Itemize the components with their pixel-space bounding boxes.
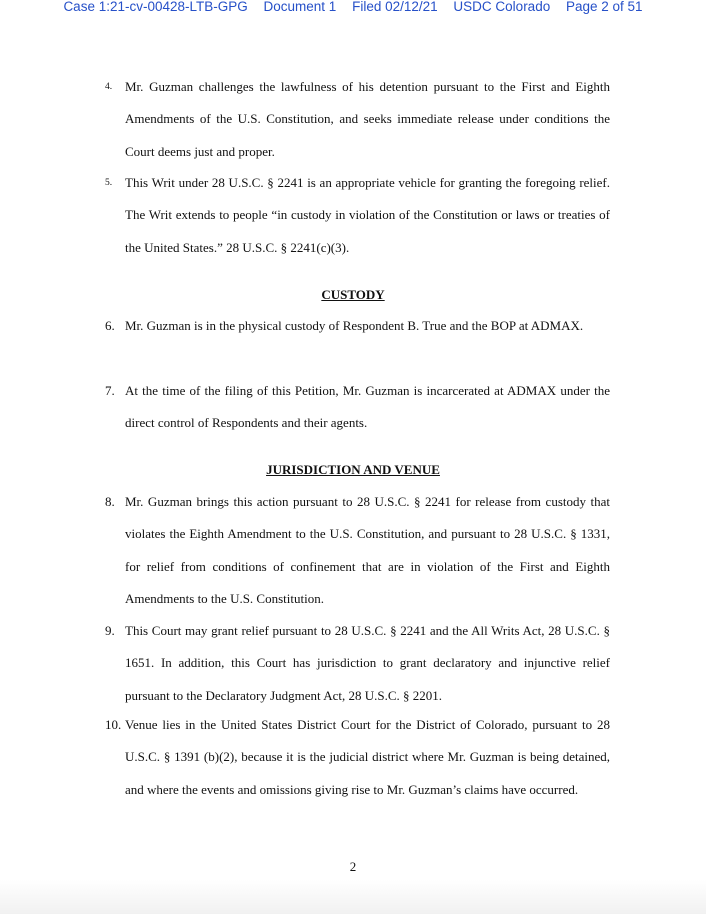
paragraph-8 bbox=[105, 486, 610, 615]
court-name: USDC Colorado bbox=[453, 0, 551, 14]
ecf-header bbox=[0, 0, 706, 20]
paragraph-number: 10. bbox=[105, 717, 122, 732]
paragraph-number: 7. bbox=[105, 383, 115, 398]
paragraph-text: Venue lies in the United States District Court for the District of Colorado, pursuant to 28 U.S.C. § 1391 (b)(2), because it is the judicial district where Mr. Guzman is being detained, and where the events and omissions giving rise to Mr. Guzman’s claims have occurred. bbox=[125, 717, 610, 797]
heading-custody: CUSTODY bbox=[321, 287, 385, 302]
heading-jurisdiction-venue: JURISDICTION AND VENUE bbox=[266, 462, 440, 477]
paragraph-number: 5. bbox=[105, 178, 113, 188]
paragraph-9 bbox=[105, 615, 610, 712]
case-number: Case 1:21-cv-00428-LTB-GPG bbox=[63, 0, 248, 14]
paragraph-7 bbox=[105, 375, 610, 440]
page-number: 2 bbox=[349, 859, 357, 874]
paragraph-text: Mr. Guzman is in the physical custody of Respondent B. True and the BOP at ADMAX. bbox=[125, 318, 584, 333]
paragraph-text: Mr. Guzman brings this action pursuant to 28 U.S.C. § 2241 for release from custody that violates the Eighth Amendment to the U.S. Constitution, and pursuant to 28 U.S.C. § 1331, for relief from conditions of confinement that are in violation of the First and Eighth Amendments to the U.S. Constitution. bbox=[125, 494, 610, 606]
paragraph-number: 8. bbox=[105, 494, 115, 509]
paragraph-text: At the time of the filing of this Petition, Mr. Guzman is incarcerated at ADMAX under the direct control of Respondents and their agents. bbox=[125, 383, 610, 431]
paragraph-5 bbox=[105, 167, 610, 264]
paragraph-4 bbox=[105, 71, 610, 168]
document-number: Document 1 bbox=[263, 0, 337, 14]
page-count: Page 2 of 51 bbox=[565, 0, 643, 14]
filed-date: Filed 02/12/21 bbox=[352, 0, 438, 14]
paragraph-text: Mr. Guzman challenges the lawfulness of his detention pursuant to the First and Eighth Amendments of the U.S. Constitution, and seeks immediate release under conditions the Court deems just and proper. bbox=[125, 79, 610, 159]
paragraph-number: 4. bbox=[105, 82, 113, 92]
paragraph-text: This Writ under 28 U.S.C. § 2241 is an appropriate vehicle for granting the foregoing relief. The Writ extends to people “in custody in violation of the Constitution or laws or treaties of the United States.” 28 U.S.C. § 2241(c)(3). bbox=[125, 175, 610, 255]
paragraph-number: 6. bbox=[105, 318, 115, 333]
page-bottom-edge bbox=[0, 880, 706, 914]
paragraph-number: 9. bbox=[105, 623, 115, 638]
paragraph-text: This Court may grant relief pursuant to 28 U.S.C. § 2241 and the All Writs Act, 28 U.S.C. § 1651. In addition, this Court has jurisdiction to grant declaratory and injunctive relief pursuant to the Declaratory Judgment Act, 28 U.S.C. § 2201. bbox=[125, 623, 610, 703]
paragraph-10 bbox=[105, 709, 610, 806]
paragraph-6 bbox=[105, 310, 610, 342]
